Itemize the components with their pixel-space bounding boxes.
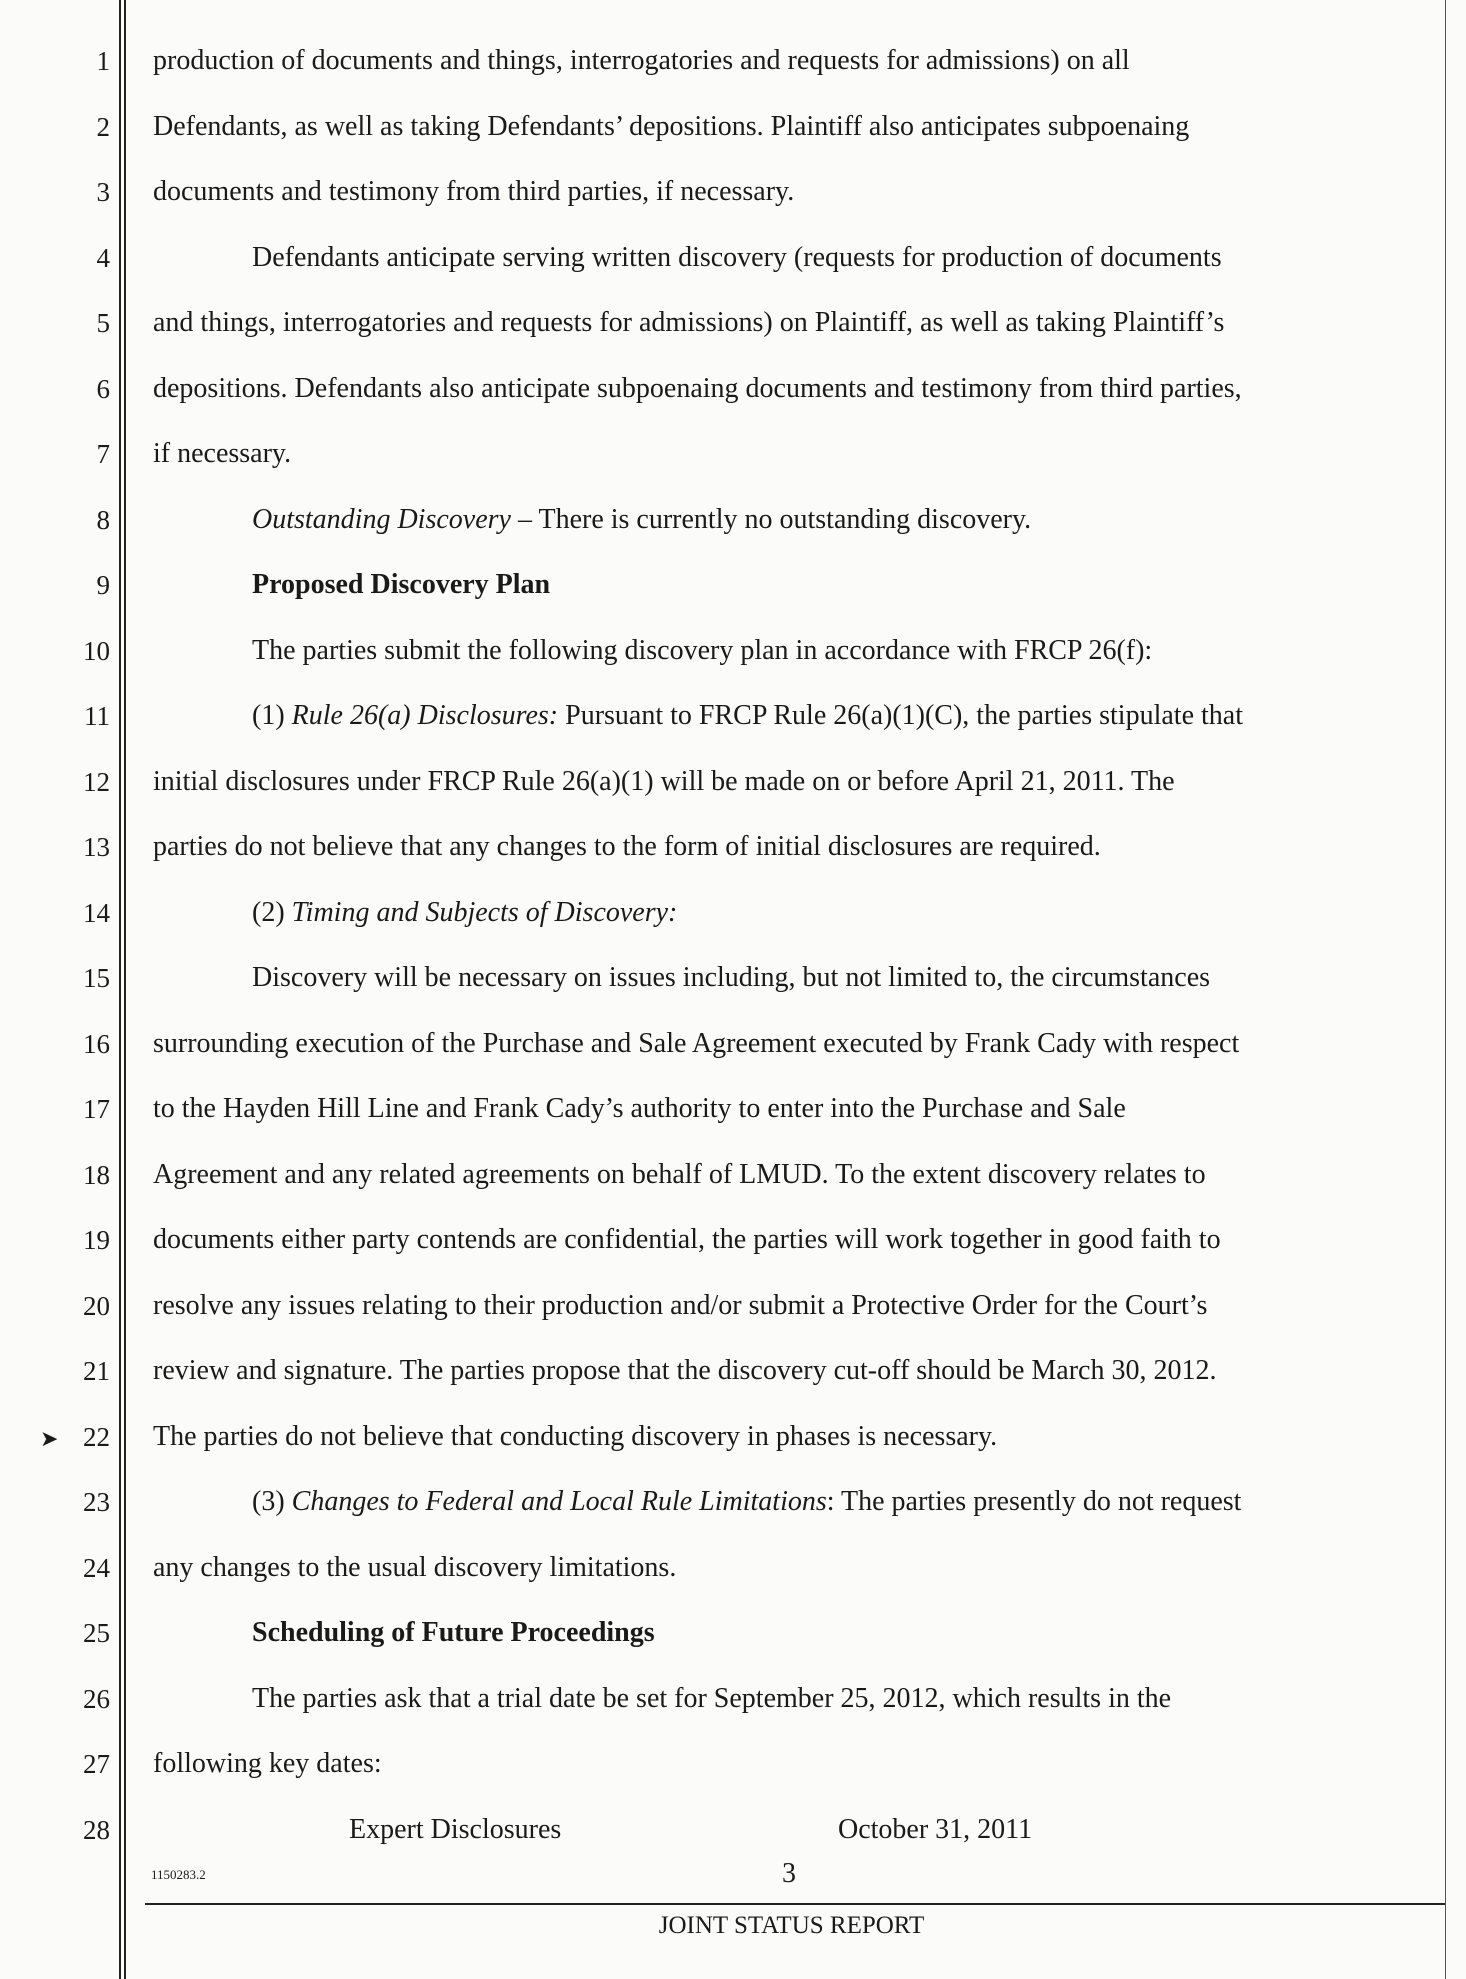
body-line: and things, interrogatories and requests for admissions) on Plaintiff, as well as taking Plaintiff’s (153, 307, 1225, 338)
body-line: parties do not believe that any changes to the form of initial disclosures are required. (153, 831, 1101, 862)
body-line: if necessary. (153, 438, 292, 469)
margin-arrow-mark: ➤ (40, 1426, 59, 1451)
line-number: 22 (83, 1422, 110, 1452)
key-date-value: October 31, 2011 (838, 1814, 1033, 1845)
line-number: 1 (96, 46, 110, 76)
body-line: Defendants anticipate serving written discovery (requests for production of documents (252, 242, 1222, 273)
body-line: Defendants, as well as taking Defendants’ depositions. Plaintiff also anticipates subpoenaing (153, 111, 1190, 142)
body-line: Agreement and any related agreements on behalf of LMUD. To the extent discovery relates to (153, 1159, 1206, 1190)
line-number: 13 (83, 832, 110, 862)
line-number: 17 (83, 1094, 110, 1124)
body-line: depositions. Defendants also anticipate subpoenaing documents and testimony from third parties, (153, 373, 1242, 404)
item-number: (1) (252, 700, 292, 731)
line-number: 8 (96, 505, 110, 535)
body-line: to the Hayden Hill Line and Frank Cady’s authority to enter into the Purchase and Sale (153, 1093, 1126, 1124)
body-line: review and signature. The parties propose that the discovery cut-off should be March 30, 2012. (153, 1355, 1217, 1386)
body-line: The parties submit the following discovery plan in accordance with FRCP 26(f): (252, 635, 1153, 666)
timing-subjects-line (252, 899, 677, 927)
line-number: 21 (83, 1356, 110, 1386)
scheduling-heading: Scheduling of Future Proceedings (252, 1617, 655, 1648)
footer-title: JOINT STATUS REPORT (658, 1912, 925, 1939)
line-number: 12 (83, 767, 110, 797)
body-line: The parties ask that a trial date be set for September 25, 2012, which results in the (252, 1683, 1172, 1714)
document-id: 1150283.2 (151, 1867, 206, 1882)
outstanding-discovery-label: Outstanding Discovery (252, 504, 511, 535)
line-number: 7 (96, 439, 110, 469)
line-number: 5 (96, 308, 110, 338)
body-line: following key dates: (153, 1748, 382, 1779)
body-line: resolve any issues relating to their production and/or submit a Protective Order for the Court’s (153, 1290, 1208, 1321)
rule-limitations-label: Changes to Federal and Local Rule Limitations (291, 1486, 827, 1517)
line-number: 4 (96, 243, 110, 273)
pleading-rule-left-inner (124, 0, 126, 1979)
body-line: surrounding execution of the Purchase and Sale Agreement executed by Frank Cady with respect (153, 1028, 1240, 1059)
rule-26a-disclosures-text: Pursuant to FRCP Rule 26(a)(1)(C), the parties stipulate that (558, 700, 1243, 731)
pleading-rule-right (1445, 0, 1446, 1979)
body-line: initial disclosures under FRCP Rule 26(a)(1) will be made on or before April 21, 2011. The (153, 766, 1175, 797)
line-number: 24 (83, 1553, 110, 1583)
body-line: production of documents and things, interrogatories and requests for admissions) on all (153, 45, 1130, 76)
footer-rule (145, 1903, 1445, 1905)
line-number: 27 (83, 1749, 110, 1779)
rule-26a-disclosures-line (252, 702, 1243, 730)
outstanding-discovery-line (252, 506, 1031, 534)
line-number: 16 (83, 1029, 110, 1059)
key-date-label: Expert Disclosures (349, 1814, 562, 1845)
page-number: 3 (782, 1858, 796, 1889)
rule-26a-disclosures-label: Rule 26(a) Disclosures: (291, 700, 559, 731)
line-number: 25 (83, 1618, 110, 1648)
line-number: 14 (83, 898, 110, 928)
line-number: 2 (96, 112, 110, 142)
line-number: 28 (83, 1815, 110, 1845)
rule-limitations-text: : The parties presently do not request (826, 1486, 1242, 1517)
item-number: (3) (252, 1486, 292, 1517)
pleading-rule-left (119, 0, 121, 1979)
body-line: Discovery will be necessary on issues including, but not limited to, the circumstances (252, 962, 1211, 993)
proposed-discovery-plan-heading: Proposed Discovery Plan (252, 569, 551, 600)
line-number: 23 (83, 1487, 110, 1517)
rule-limitations-line (252, 1488, 1241, 1516)
line-number: 18 (83, 1160, 110, 1190)
line-number: 6 (96, 374, 110, 404)
timing-subjects-label: Timing and Subjects of Discovery: (291, 897, 678, 928)
body-line: The parties do not believe that conducting discovery in phases is necessary. (153, 1421, 998, 1452)
line-number: 3 (96, 177, 110, 207)
line-number: 10 (83, 636, 110, 666)
line-number: 19 (83, 1225, 110, 1255)
line-number: 20 (83, 1291, 110, 1321)
line-number: 11 (84, 701, 110, 731)
outstanding-discovery-text: – There is currently no outstanding discovery. (510, 504, 1032, 535)
line-number: 15 (83, 963, 110, 993)
line-number: 26 (83, 1684, 110, 1714)
body-line: documents and testimony from third parties, if necessary. (153, 176, 795, 207)
body-line: documents either party contends are confidential, the parties will work together in good faith to (153, 1224, 1221, 1255)
line-number: 9 (96, 570, 110, 600)
item-number: (2) (252, 897, 292, 928)
body-line: any changes to the usual discovery limitations. (153, 1552, 677, 1583)
